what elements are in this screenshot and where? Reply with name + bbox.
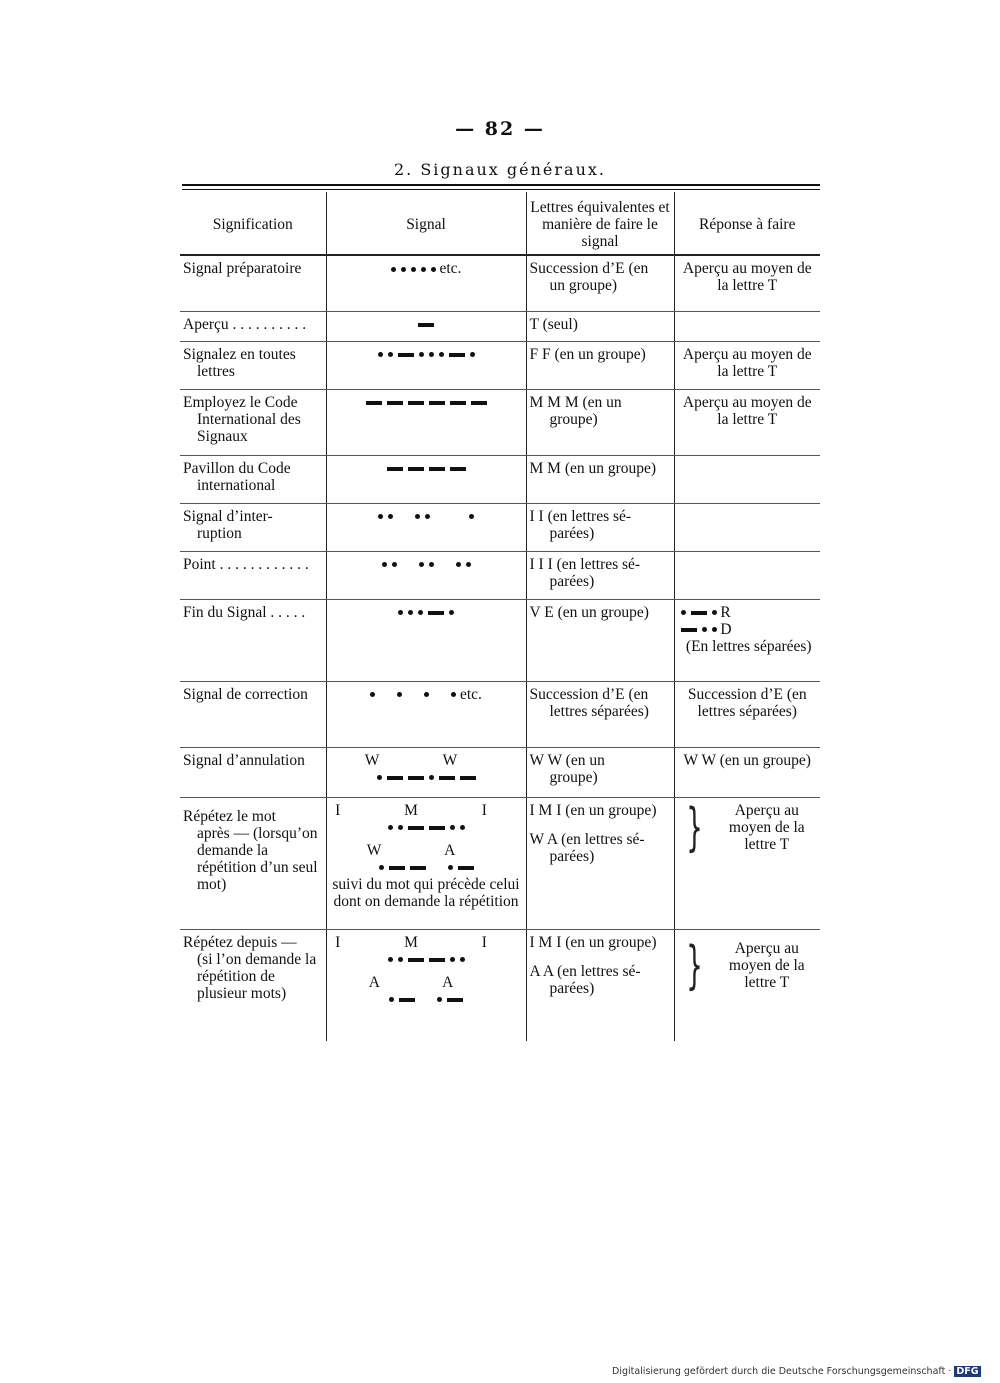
morse-signal <box>418 323 434 327</box>
signal-cell <box>326 599 526 681</box>
signification-cell: Aperçu . . . . . . . . . . <box>180 311 326 341</box>
morse-signal <box>379 865 474 870</box>
reponse-cell <box>674 311 820 341</box>
morse-signal <box>366 401 487 405</box>
header-reponse: Réponse à faire <box>674 192 820 255</box>
lettres-cell: Succession d’E (en un groupe) <box>526 255 674 311</box>
lettres-cell: W W (en un groupe) <box>526 747 674 797</box>
table-row <box>180 929 820 1041</box>
signal-cell <box>326 311 526 341</box>
header-lettres: Lettres équivalentes et manière de faire le signal <box>526 192 674 255</box>
signal-cell <box>326 747 526 797</box>
lettres-cell: I I (en lettres sé- parées) <box>526 503 674 551</box>
signification-cell: Employez le Code International des Signaux <box>180 389 326 455</box>
table-row <box>180 747 820 797</box>
reponse-cell <box>674 455 820 503</box>
morse-signal <box>388 957 465 962</box>
dfg-logo: DFG <box>956 1366 979 1377</box>
brace-icon: } <box>685 935 703 996</box>
table-row <box>180 341 820 389</box>
lettres-cell: I M I (en un groupe) A A (en lettres sé- parées) <box>526 929 674 1041</box>
signal-cell <box>326 797 526 929</box>
lettres-cell: Succession d’E (en lettres séparées) <box>526 681 674 747</box>
table-row <box>180 681 820 747</box>
section-title: 2. Signaux généraux. <box>393 160 606 179</box>
lettres-cell: M M (en un groupe) <box>526 455 674 503</box>
table-row <box>180 389 820 455</box>
signal-cell: etc. <box>326 255 526 311</box>
lettres-cell: V E (en un groupe) <box>526 599 674 681</box>
signal-cell <box>326 929 526 1041</box>
signal-note: suivi du mot qui précède celui dont on demande la répétition <box>332 875 520 910</box>
reponse-cell: } Aperçu au moyen de la lettre T <box>674 929 820 1041</box>
morse-signal <box>681 610 717 615</box>
lettres-cell: F F (en un groupe) <box>526 341 674 389</box>
top-rule <box>182 184 820 186</box>
morse-signal <box>370 692 456 697</box>
header-signal: Signal <box>326 192 526 255</box>
reponse-cell <box>674 503 820 551</box>
table-header-row <box>180 192 820 255</box>
reponse-cell: Aperçu au moyen de la lettre T <box>674 255 820 311</box>
signals-table <box>180 192 820 1041</box>
table-row <box>180 311 820 341</box>
reponse-cell: Aperçu au moyen de la lettre T <box>674 341 820 389</box>
table-row <box>180 455 820 503</box>
signal-cell <box>326 389 526 455</box>
morse-signal <box>378 352 475 357</box>
brace-icon: } <box>685 797 703 858</box>
signification-cell: Signal de correction <box>180 681 326 747</box>
signal-letters: W W <box>364 751 488 769</box>
morse-signal <box>398 610 454 615</box>
signification-cell: Répétez depuis — (si l’on demande la répétition de plusieur mots) <box>183 933 317 1002</box>
reponse-r-line: R <box>681 604 818 621</box>
lettres-cell: M M M (en un groupe) <box>526 389 674 455</box>
lettres-cell: T (seul) <box>526 311 674 341</box>
morse-signal <box>378 514 474 519</box>
footer-text: Digitalisierung gefördert durch die Deutsche Forschungsgemeinschaft · <box>612 1366 952 1377</box>
signification-cell: Signalez en toutes lettres <box>180 341 326 389</box>
reponse-cell: } Aperçu au moyen de la lettre T <box>674 797 820 929</box>
signification-cell: Signal préparatoire <box>180 255 326 311</box>
reponse-cell: Aperçu au moyen de la lettre T <box>674 389 820 455</box>
header-signification: Signification <box>180 192 326 255</box>
reponse-note: (En lettres séparées) <box>685 637 812 655</box>
footer <box>612 1366 981 1377</box>
signal-cell <box>326 551 526 599</box>
signal-letters: I M I <box>335 933 517 951</box>
signal-cell: etc. <box>326 681 526 747</box>
table-row <box>180 599 820 681</box>
lettres-cell: I I I (en lettres sé- parées) <box>526 551 674 599</box>
table-row <box>180 503 820 551</box>
morse-signal <box>389 997 463 1002</box>
reponse-cell: Succession d’E (en lettres séparées) <box>674 681 820 747</box>
signification-cell: Signal d’inter- ruption <box>180 503 326 551</box>
lettres-cell: I M I (en un groupe) W A (en lettres sé- parées) <box>526 797 674 929</box>
reponse-cell: W W (en un groupe) <box>674 747 820 797</box>
morse-signal <box>382 562 471 567</box>
reponse-cell <box>674 551 820 599</box>
signification-cell: Répétez le mot après — (lorsqu’on demande la répétition d’un seul mot) <box>180 797 326 929</box>
page-number: — 82 — <box>455 118 545 140</box>
top-rule-thin <box>182 189 820 190</box>
table-row <box>180 255 820 311</box>
signal-letters: I M I <box>335 801 517 819</box>
signification-cell: Fin du Signal . . . . . <box>180 599 326 681</box>
signification-cell: Pavillon du Code international <box>180 455 326 503</box>
table-row <box>180 797 820 929</box>
morse-signal <box>377 775 476 780</box>
morse-signal <box>387 467 466 471</box>
signal-cell <box>326 341 526 389</box>
signal-cell <box>326 503 526 551</box>
signal-letters-2: W A <box>366 841 486 859</box>
reponse-d-line: D <box>681 621 818 638</box>
morse-signal <box>391 267 436 272</box>
signal-letters-2: A A <box>368 973 484 991</box>
signification-cell: Point . . . . . . . . . . . . <box>180 551 326 599</box>
signal-cell <box>326 455 526 503</box>
signification-cell: Signal d’annulation <box>180 747 326 797</box>
table-row <box>180 551 820 599</box>
morse-signal <box>681 627 717 632</box>
reponse-cell <box>674 599 820 681</box>
morse-signal <box>388 825 465 830</box>
